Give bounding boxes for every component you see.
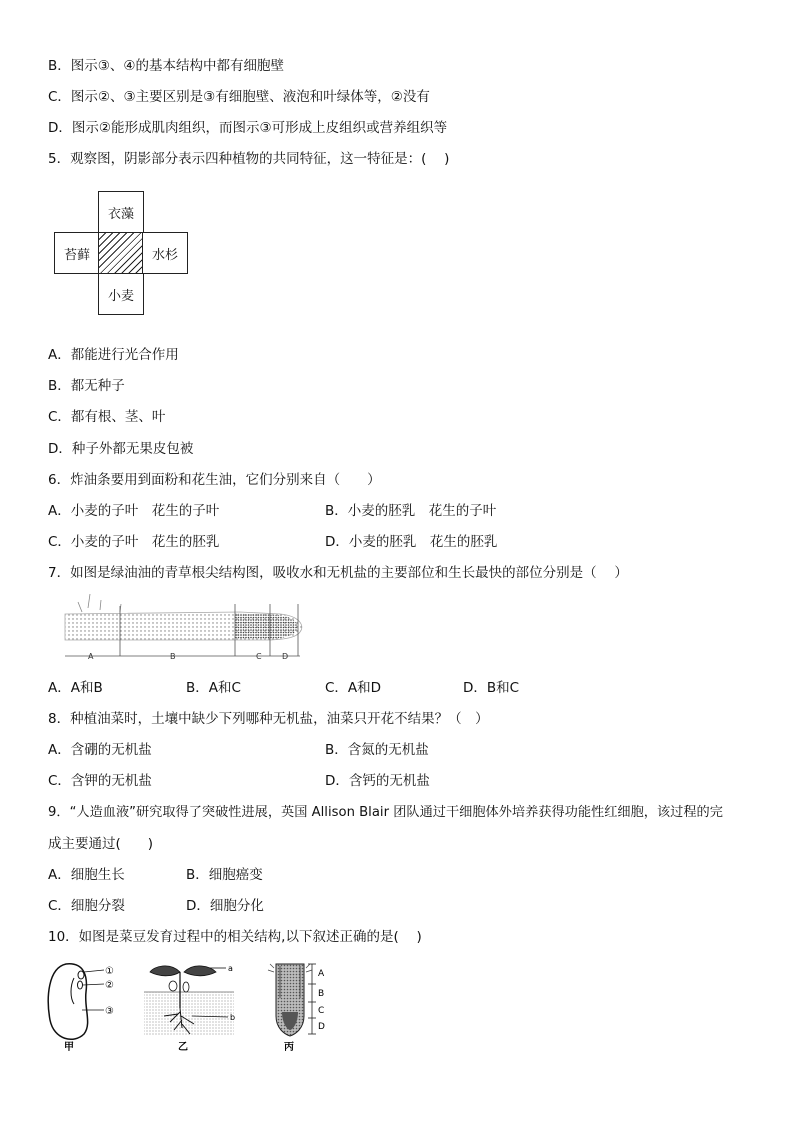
- label-3: ③: [105, 1006, 114, 1017]
- q7-stem: 7．如图是绿油油的青草根尖结构图，吸收水和无机盐的主要部位和生长最快的部位分别是（ ）: [48, 565, 628, 581]
- q5-cross-diagram: [54, 191, 188, 315]
- q9-option-a: A．细胞生长: [48, 867, 125, 883]
- q8-option-d: D．含钙的无机盐: [325, 773, 430, 789]
- q4-option-d: D．图示②能形成肌肉组织，而图示③可形成上皮组织或营养组织等: [48, 120, 448, 136]
- q5-stem: 5．观察图，阴影部分表示四种植物的共同特征，这一特征是：( ): [48, 151, 450, 167]
- label-1: ①: [105, 966, 114, 977]
- q10-stem: 10．如图是菜豆发育过程中的相关结构,以下叙述正确的是( ): [48, 929, 422, 945]
- q8-stem: 8．种植油菜时，土壤中缺少下列哪种无机盐，油菜只开花不结果？（ ）: [48, 711, 489, 727]
- q10-fig-jia-seed: [44, 958, 124, 1054]
- q6-stem: 6．炸油条要用到面粉和花生油，它们分别来自（ ）: [48, 472, 381, 488]
- label-b: b: [230, 1013, 236, 1022]
- label-d: D: [282, 652, 289, 661]
- q5-option-b: B．都无种子: [48, 378, 125, 394]
- label-C: C: [318, 1006, 325, 1016]
- label-D: D: [318, 1022, 325, 1032]
- q6-option-c: C．小麦的子叶 花生的胚乳: [48, 534, 220, 550]
- q7-option-d: D．B和C: [463, 680, 520, 696]
- cell-shaded-center: [98, 232, 144, 274]
- q6-option-b: B．小麦的胚乳 花生的子叶: [325, 503, 497, 519]
- cell-right: 水杉: [142, 232, 188, 274]
- label-A: A: [318, 969, 325, 979]
- q4-option-c: C．图示②、③主要区别是③有细胞壁、液泡和叶绿体等，②没有: [48, 89, 430, 105]
- label-a: a: [228, 964, 233, 973]
- caption-jia: 甲: [64, 1042, 74, 1053]
- q7-option-c: C．A和D: [325, 680, 382, 696]
- q10-fig-yi-seedling: [140, 958, 250, 1054]
- q9-option-d: D．细胞分化: [186, 898, 264, 914]
- q7-root-tip-diagram: [60, 594, 310, 666]
- q5-option-c: C．都有根、茎、叶: [48, 409, 166, 425]
- q4-option-b: B．图示③、④的基本结构中都有细胞壁: [48, 58, 284, 74]
- q5-option-d: D．种子外都无果皮包被: [48, 441, 194, 457]
- q8-option-b: B．含氮的无机盐: [325, 742, 429, 758]
- q9-option-b: B．细胞癌变: [186, 867, 263, 883]
- label-2: ②: [105, 980, 114, 991]
- q6-option-d: D．小麦的胚乳 花生的胚乳: [325, 534, 498, 550]
- label-b: B: [170, 652, 176, 661]
- caption-yi: 乙: [178, 1042, 188, 1053]
- q6-option-a: A．小麦的子叶 花生的子叶: [48, 503, 220, 519]
- q7-option-b: B．A和C: [186, 680, 241, 696]
- label-a: A: [88, 652, 94, 661]
- cell-bottom: 小麦: [98, 273, 144, 315]
- q7-option-a: A．A和B: [48, 680, 103, 696]
- label-B: B: [318, 989, 325, 999]
- q5-option-a: A．都能进行光合作用: [48, 347, 179, 363]
- q9-option-c: C．细胞分裂: [48, 898, 125, 914]
- cell-left: 苔藓: [54, 232, 100, 274]
- cell-top: 衣藻: [98, 191, 144, 233]
- caption-bing: 丙: [284, 1042, 294, 1053]
- q9-stem-line2: 成主要通过( ): [48, 836, 154, 852]
- q8-option-c: C．含钾的无机盐: [48, 773, 152, 789]
- q10-fig-bing-root-tip: [262, 958, 342, 1054]
- q9-stem-line1: 9．“人造血液”研究取得了突破性进展，英国 Allison Blair 团队通过干细胞体外培养获得功能性红细胞，该过程的完: [48, 805, 723, 820]
- label-c: C: [256, 652, 262, 661]
- q8-option-a: A．含硼的无机盐: [48, 742, 152, 758]
